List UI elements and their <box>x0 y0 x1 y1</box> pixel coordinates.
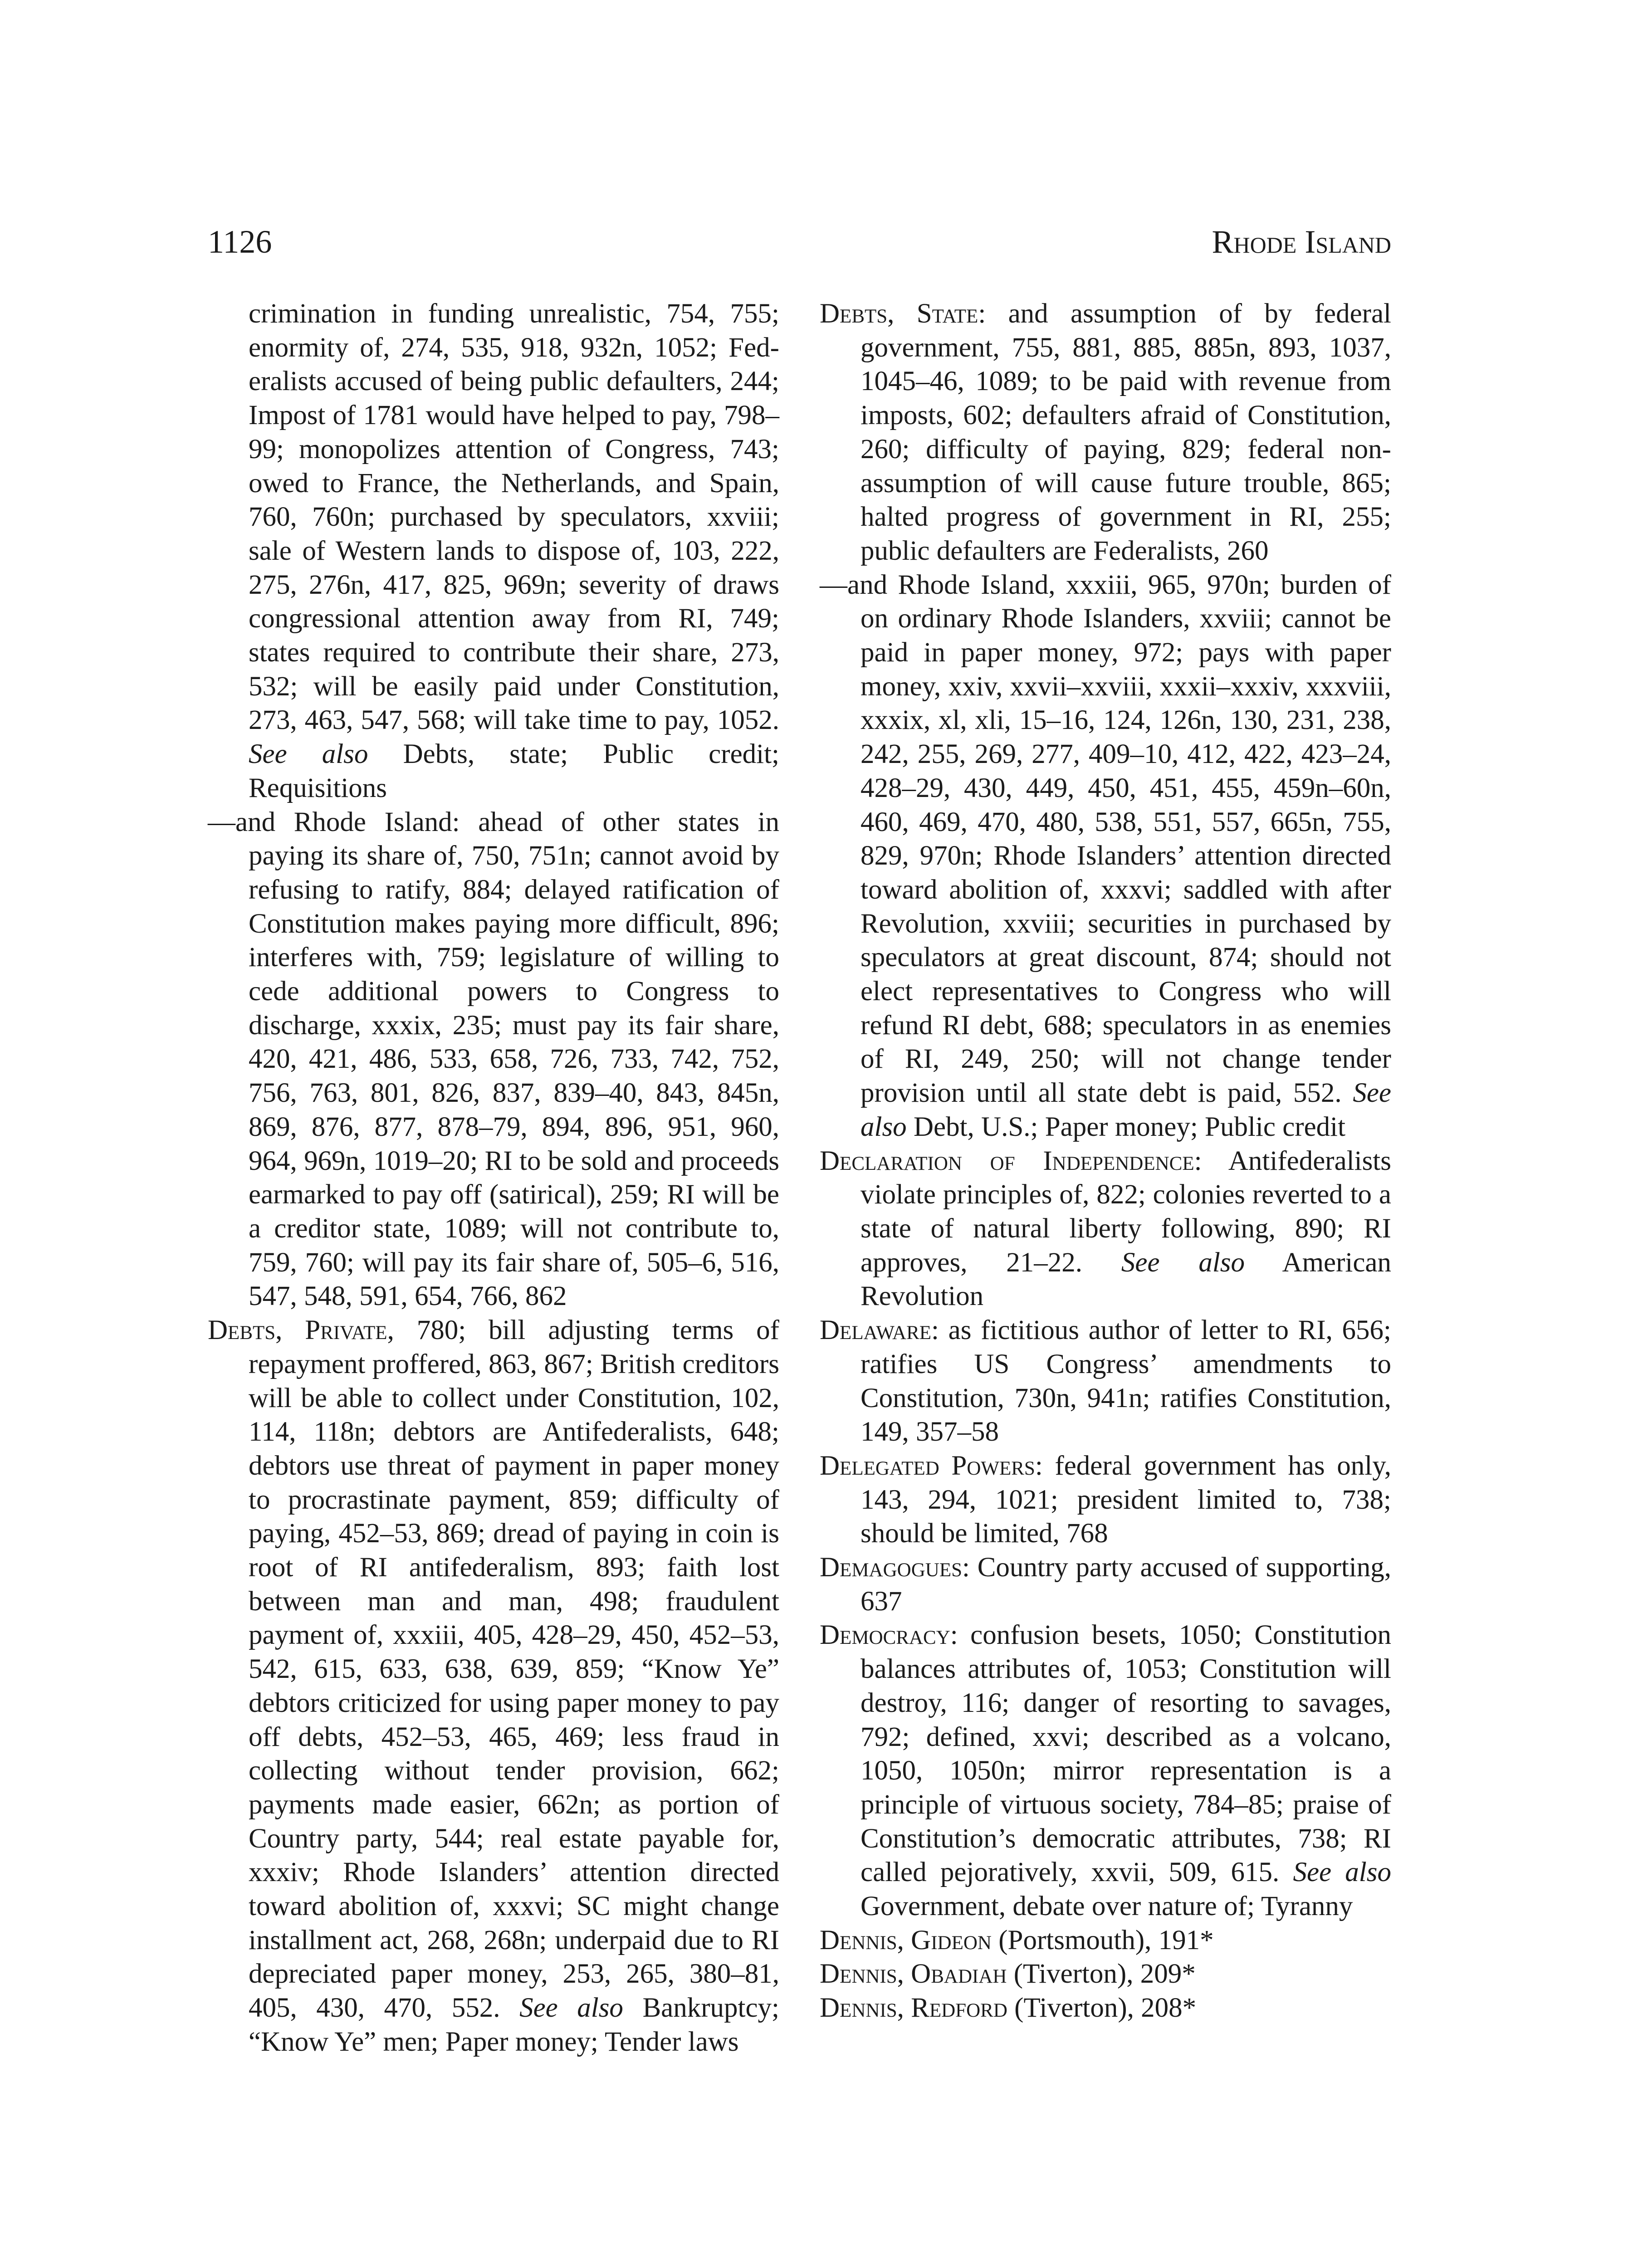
index-entry-debts-state <box>820 297 1391 568</box>
entry-heading: Democracy <box>820 1620 950 1651</box>
see-also: See also <box>1121 1247 1245 1278</box>
entry-text: Debts, state; Public credit; Requisitions <box>249 739 779 803</box>
entry-heading: Declaration of Independence <box>820 1145 1194 1176</box>
index-entry-dennis-redford <box>820 1991 1391 2025</box>
index-entry-debts-private <box>208 1314 779 2059</box>
see-also: See also <box>249 739 368 770</box>
entry-heading: Dennis, Redford <box>820 1993 1007 2024</box>
index-entry-declaration-of-independence <box>820 1144 1391 1314</box>
entry-text: (Tiverton), 209* <box>1007 1959 1196 1989</box>
entry-text: : confusion besets, 1050; Constitution balances attributes of, 1053; Constitution will destroy, 116; danger of resorting to savages, 792; defined, xxvi; described as a volcano, 1050, 1050n; mirror representation is a principle of virtuous society, 784–85; praise of Constitution’s democratic attributes, 738; RI called pejoratively, xxvii, 509, 615. <box>861 1620 1391 1888</box>
entry-text: Debt, U.S.; Paper money; Public credit <box>906 1111 1346 1142</box>
entry-heading: Debts, State <box>820 298 978 329</box>
index-entry-continuation <box>208 297 779 806</box>
entry-text: , 780; bill adjusting terms of repayment proffered, 863, 867; British creditors will be able to collect under Constitution, 102, 114, 118n; debtors are Antifederalists, 648; debtors use threat of payment in paper money to procrastinate payment, 859; difficulty of paying, 452–53, 869; dread of paying in coin is root of RI antifederalism, 893; faith lost between man and man, 498; fraudulent payment of, xxxiii, 405, 428–29, 450, 452–53, 542, 615, 633, 638, 639, 859; “Know Ye” debtors criticized for using paper money to pay off debts, 452–53, 465, 469; less fraud in collecting without tender provision, 662; payments made easier, 662n; as portion of Country party, 544; real estate payable for, xxxiv; Rhode Islanders’ attention directed toward abolition of, xxxvi; SC might change installment act, 268, 268n; underpaid due to RI depreciated paper money, 253, 265, 380–81, 405, 430, 470, 552. <box>249 1315 779 2024</box>
index-column-right <box>820 297 1391 2025</box>
index-entry-delegated-powers <box>820 1449 1391 1551</box>
entry-text: —and Rhode Island, xxxiii, 965, 970n; burden of on ordinary Rhode Islanders, xxviii; cannot be paid in paper money, 972; pays with paper money, xxiv, xxvii–xxviii, xxxii–xxxiv, xxxviii, xxxix, xl, xli, 15–16, 124, 126n, 130, 231, 238, 242, 255, 269, 277, 409–10, 412, 422, 423–24, 428–29, 430, 449, 450, 451, 455, 459n–60n, 460, 469, 470, 480, 538, 551, 557, 665n, 755, 829, 970n; Rhode Islanders’ attention directed toward abolition of, xxxvi; saddled with after Revolution, xxviii; securities in purchased by speculators at great discount, 874; should not elect representatives to Congress who will refund RI debt, 688; speculators in as enemies of RI, 249, 250; will not change tender provision until all state debt is paid, 552. <box>820 569 1391 1109</box>
entry-text: : Country party accused of supporting, 637 <box>861 1552 1391 1617</box>
index-entry-demagogues <box>820 1551 1391 1618</box>
entry-heading: Demagogues <box>820 1552 962 1583</box>
entry-text: —and Rhode Island: ahead of other states in paying its share of, 750, 751n; cannot avoid by refusing to ratify, 884; delayed ratification of Constitution makes paying more difficult, 896; interferes with, 759; legislature of willing to cede additional powers to Congress to discharge, xxxix, 235; must pay its fair share, 420, 421, 486, 533, 658, 726, 733, 742, 752, 756, 763, 801, 826, 837, 839–40, 843, 845n, 869, 876, 877, 878–79, 894, 896, 951, 960, 964, 969n, 1019–20; RI to be sold and proceeds earmarked to pay off (satirical), 259; RI will be a creditor state, 1089; will not contribute to, 759, 760; will pay its fair share of, 505–6, 516, 547, 548, 591, 654, 766, 862 <box>208 807 779 1312</box>
entry-text: (Portsmouth), 191* <box>991 1925 1214 1955</box>
entry-text: : and assumption of by federal government, 755, 881, 885, 885n, 893, 1037, 1045–46, 1089; to be paid with revenue from imposts, 602; defaulters afraid of Constitution, 260; difficulty of paying, 829; federal non-assumption of will cause future trouble, 865; halted progress of government in RI, 255; public defaulters are Federalists, 260 <box>861 298 1391 566</box>
entry-text: : Antifederalists violate principles of, 822; colonies reverted to a state of natural liberty following, 890; RI approves, 21–22. <box>861 1145 1391 1278</box>
entry-text: crimination in funding unrealistic, 754, 755; enormity of, 274, 535, 918, 932n, 1052; Federalists accused of being public defaulters, 244; Impost of 1781 would have helped to pay, 798–99; monopolizes attention of Congress, 743; owed to France, the Netherlands, and Spain, 760, 760n; purchased by speculators, xxviii; sale of Western lands to dispose of, 103, 222, 275, 276n, 417, 825, 969n; severity of draws congressional attention away from RI, 749; states required to contribute their share, 273, 532; will be easily paid under Constitution, 273, 463, 547, 568; will take time to pay, 1052. <box>249 298 779 736</box>
index-entry-delaware <box>820 1314 1391 1449</box>
entry-text: : as fictitious author of letter to RI, 656; ratifies US Congress’ amendments to Constitution, 730n, 941n; ratifies Constitution, 149, 357–58 <box>861 1315 1391 1447</box>
entry-heading: Delaware <box>820 1315 932 1346</box>
index-entry-dennis-obadiah <box>820 1957 1391 1991</box>
index-subentry-debts-state-rhode-island <box>820 568 1391 1144</box>
entry-text: Bankruptcy; “Know Ye” men; Paper money; Tender laws <box>249 1993 780 2057</box>
see-also: See also <box>861 1078 1391 1142</box>
entry-heading: Dennis, Gideon <box>820 1925 992 1955</box>
index-column-left <box>208 297 779 2059</box>
index-entry-democracy <box>820 1618 1391 1923</box>
entry-text: Government, debate over nature of; Tyranny <box>861 1891 1353 1922</box>
see-also: See also <box>519 1993 623 2024</box>
entry-text: American Revolution <box>861 1247 1391 1312</box>
entry-heading: Dennis, Obadiah <box>820 1959 1007 1989</box>
index-entry-dennis-gideon <box>820 1924 1391 1958</box>
entry-heading: Delegated Powers <box>820 1450 1035 1481</box>
index-subentry-debts-us-rhode-island <box>208 806 779 1314</box>
entry-text: : federal government has only, 143, 294, 1021; president limited to, 738; should be limited, 768 <box>861 1450 1392 1549</box>
entry-text: (Tiverton), 208* <box>1007 1993 1197 2024</box>
page-header <box>208 221 1391 262</box>
see-also: See also <box>1293 1857 1391 1888</box>
entry-heading: Debts, Private <box>208 1315 387 1346</box>
page-number: 1126 <box>208 224 272 260</box>
running-head: Rhode Island <box>1212 224 1391 260</box>
